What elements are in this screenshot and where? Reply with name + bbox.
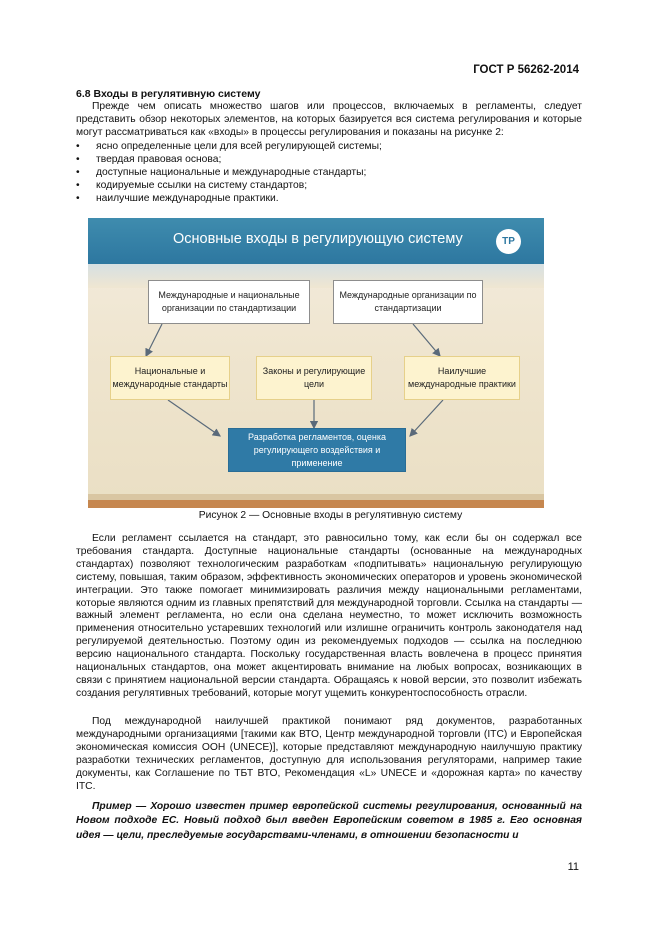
list-item: • наилучшие международные практики.: [76, 192, 582, 205]
arrow-standards-to-result: [168, 400, 220, 436]
figure-title: Основные входы в регулирующую систему: [173, 231, 463, 247]
list-item: • доступные национальные и международные стандарты;: [76, 166, 582, 179]
arrow-intl-natl-to-standards: [146, 324, 162, 356]
box-intl-orgs: Международные организации по стандартизации: [333, 280, 483, 324]
body-paragraph: Если регламент ссылается на стандарт, это равносильно тому, как если бы он содержал все требования стандарта. Доступные национальные стандарты (основанные на международных стандартах) позволяют технологическим разработкам «подпитывать» национальную регулирующую систему, повышая, таким образом, эффективность экономических операторов и уровень экономической интеграции. Это также помогает минимизировать различия между национальными регламентами, которые являются одним из главных препятствий для международной торговли. Ссылка на стандарты — важный элемент регламента, но если она сделана неуместно, то может исключить возможность применения относительно устаревших технологий или излишне ограничить контроль законодателя над регулируемой деятельностью. Поэтому один из рекомендуемых подходов — ссылка на последнюю версию национального стандарта. Поскольку государственная власть вовлечена в процесс принятия национальных стандартов, она может акцентировать внимание на любых вопросах, возникающих в связи с принятием национальной версии стандарта. Обращаясь к новой версии, это позволит избежать создания регулятивных требований, которые могут ущемить конкурентоспособность отрасли.: [76, 533, 582, 699]
tr-logo-icon: ТР: [496, 229, 521, 254]
arrow-practices-to-result: [410, 400, 443, 436]
figure-bottom-bar: [88, 500, 544, 508]
body-paragraph: Под международной наилучшей практикой понимают ряд документов, разработанных международными организациями [такими как ВТО, Центр международной торговли (ITC) и Европейская экономическая комиссия ООН (UNECE)], которые представляют международную наилучшую практику разработки технических регламентов, доступную для использования регуляторами, например такие документы, как Соглашение по ТБТ ВТО, Рекомендация «L» UNECE и «дорожная карта» по качеству ITC.: [76, 716, 582, 792]
document-header: ГОСТ Р 56262-2014: [473, 64, 579, 76]
list-item: • твердая правовая основа;: [76, 153, 582, 166]
arrow-intl-to-practices: [413, 324, 440, 356]
figure-diagram: [88, 218, 544, 508]
inputs-list: [76, 140, 582, 205]
section-title: 6.8 Входы в регулятивную систему: [76, 88, 261, 100]
box-standards: Национальные и международные стандарты: [110, 356, 230, 400]
box-intl-natl-orgs: Международные и национальные организации по стандартизации: [148, 280, 310, 324]
box-laws: Законы и регулирующие цели: [256, 356, 372, 400]
page-number: 11: [567, 861, 579, 873]
box-result: Разработка регламентов, оценка регулирующего воздействия и применение: [228, 428, 406, 472]
example-paragraph: Пример — Хорошо известен пример европейской системы регулирования, основанный на Новом подходе ЕС. Новый подход был введен Европейским советом в 1985 г. Его основная идея — цели, преследуемые государствами-членами, в отношении безопасности и: [76, 801, 582, 841]
box-practices: Наилучшие международные практики: [404, 356, 520, 400]
figure-caption: Рисунок 2 — Основные входы в регулятивную систему: [198, 510, 463, 521]
list-item: • ясно определенные цели для всей регулирующей системы;: [76, 140, 582, 153]
intro-paragraph: Прежде чем описать множество шагов или процессов, включаемых в регламенты, следует представить обзор некоторых элементов, на которых базируется вся система регулирования и которые могут рассматриваться как «входы» в процессы регулирования и показаны на рисунке 2:: [76, 101, 582, 138]
list-item: • кодируемые ссылки на систему стандартов;: [76, 179, 582, 192]
